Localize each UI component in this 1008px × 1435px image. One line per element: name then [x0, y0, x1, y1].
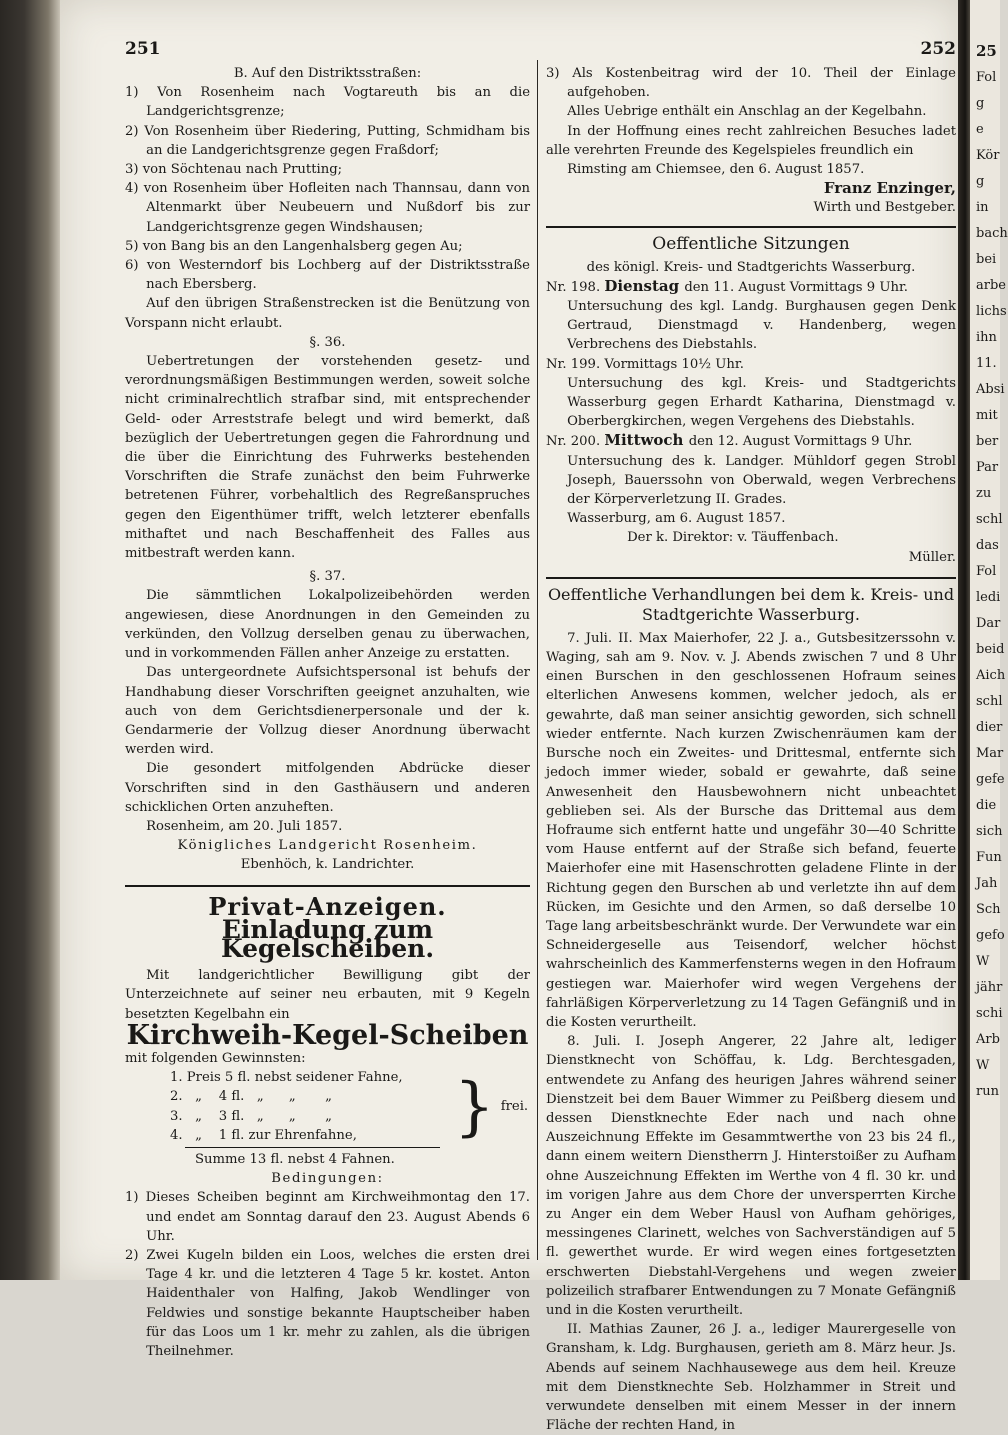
- next-page-fragment: mit: [976, 408, 998, 423]
- invite-heading: Einladung zum Kegelscheiben.: [220, 914, 435, 963]
- next-page-fragment: Kör: [976, 148, 1000, 163]
- session-number: Nr. 198.: [546, 279, 605, 295]
- decree-signature: Ebenhöch, k. Landrichter.: [240, 857, 415, 873]
- sum-rule: [185, 1147, 440, 1148]
- section-36-text: Uebertretungen der vorstehenden gesetz- und verordnungsmäßigen Bestimmungen werden, soweit solche nicht criminalrechtlich strafbar sind, mit entsprechender Geld- oder Arreststrafe belegt und wird bemerkt, daß bezüglich der Uebertretungen gegen die Fahrordnung und die über die Einrichtung des Fuhrwerks bestehenden Vorschriften die Strafe zunächst den beim Fuhrwerke betretenen Führer, vorbehaltlich des Regreßanspruches gegen den Eigenthümer trifft, welch letzterer ebenfalls mithaftet und nach Beschaffenheit des Falles aus mitbestraft werden kann.: [125, 354, 530, 562]
- next-page-fragment: bach: [976, 226, 1008, 241]
- sessions-director: Der k. Direktor: v. Täuffenbach.: [627, 530, 839, 546]
- next-page-fragment: Fol: [976, 70, 997, 85]
- sessions-date: Wasserburg, am 6. August 1857.: [567, 511, 786, 527]
- session-day: Mittwoch: [604, 431, 689, 450]
- decree-date: Rosenheim, am 20. Juli 1857.: [146, 818, 343, 834]
- next-page-fragment: arbe: [976, 278, 1006, 293]
- conditions-list: [125, 1188, 530, 1361]
- prizes-free: frei.: [500, 1098, 529, 1114]
- next-page-fragment: dier: [976, 720, 1003, 735]
- conditions-heading: Bedingungen:: [271, 1171, 384, 1187]
- session-header: [546, 277, 956, 297]
- session-number: Nr. 200.: [546, 434, 605, 450]
- brace-mark: }: [454, 1069, 495, 1144]
- session-time: Vormittags 10½ Uhr.: [604, 356, 744, 372]
- proceeding-paragraph: II. Mathias Zauner, 26 J. a., lediger Maurergeselle von Gransham, k. Ldg. Burghausen, gerieth am 8. März heur. Js. Abends auf seinem Nachhausewege aus dem heil. Kreuze mit dem Dienstknechte Seb. Holzhammer in Streit und verwundete denselben mit einem Messer in der innern Fläche der rechten Hand, in: [546, 1322, 956, 1434]
- next-page-fragment: Aich: [976, 668, 1006, 683]
- district-item: 1) Von Rosenheim nach Vogtareuth bis an die Landgerichtsgrenze;: [125, 85, 530, 120]
- session-time: den 11. August Vormittags 9 Uhr.: [684, 279, 908, 295]
- page-number-left: 251: [125, 39, 161, 59]
- next-page-fragment: Jah: [976, 876, 998, 891]
- invitation-place: Rimsting am Chiemsee, den 6. August 1857.: [567, 162, 865, 178]
- prize-line: 4. „ 1 fl. zur Ehrenfahne,: [170, 1127, 357, 1143]
- next-page-fragment: g: [976, 96, 985, 111]
- next-page-fragment: g: [976, 174, 985, 189]
- session-entry: [546, 431, 956, 509]
- prize-lines: [170, 1068, 450, 1145]
- session-number: Nr. 199.: [546, 356, 605, 372]
- section-rule: [546, 226, 956, 228]
- session-text: Untersuchung des kgl. Landg. Burghausen gegen Denk Gertraud, Dienstmagd v. Handenberg, wegen Verbrechens des Diebstahls.: [567, 299, 956, 353]
- proceedings-heading: Oeffentliche Verhandlungen bei dem k. Kreis- und Stadtgerichte Wasserburg.: [547, 584, 955, 624]
- next-page-fragment: W: [976, 1058, 990, 1073]
- book-spine: [958, 0, 970, 1280]
- right-column: [538, 40, 956, 1435]
- next-page-fragment: die: [976, 798, 997, 813]
- prizes-intro: mit folgenden Gewinnsten:: [125, 1050, 306, 1066]
- next-page-fragment: ber: [976, 434, 999, 449]
- section-rule: [125, 885, 530, 887]
- proceeding-paragraph: 7. Juli. II. Max Maierhofer, 22 J. a., Gutsbesitzerssohn v. Waging, sah am 9. Nov. v. J. Abends zwischen 7 und 8 Uhr einen Burschen in den geschlossenen Hofraum seines elterlichen Anwesens kommen, welcher jedoch, als er gewahrte, daß man seiner ansichtig geworden, sich schnell wieder entfernte. Nach kurzen Zwischenräumen kam der Bursche noch ein Zweites- und Drittesmal, entfernte sich jedoch immer wieder, sobald er gewahrte, daß seine Anwesenheit den Hausbewohnern nicht unbeachtet geblieben sei. Als der Bursche das Drittemal aus dem Hofraume sich entfernt hatte und ungefähr 30—40 Schritte vom Hause entfernt auf der Straße sich befand, feuerte Maierhofer eine mit Hasenschrotten geladene Flinte in der Richtung gegen den Burschen ab und verletzte ihn auf dem Rücken, im Gesichte und den Armen, so daß derselbe 10 Tage lang arbeitsbeschränkt wurde. Der Verwundete war ein Schneidergeselle aus Teisendorf, welcher höchst wahrscheinlich des Kammerfensterns wegen in den Hofraum gestiegen war. Maierhofer wird wegen Vergehens der fahrläßigen Körperverletzung zu 14 Tagen Gefängniß und in die Kosten verurtheilt.: [546, 630, 956, 1030]
- district-item: 3) von Söchtenau nach Prutting;: [125, 162, 343, 178]
- sessions-subheading: des königl. Kreis- und Stadtgerichts Wasserburg.: [586, 259, 916, 275]
- district-item: 6) von Westerndorf bis Lochberg auf der Distriktsstraße nach Ebersberg.: [125, 258, 530, 293]
- district-item: 5) von Bang bis an den Langenhalsberg gegen Au;: [125, 238, 463, 254]
- next-page-edge: [970, 0, 1008, 1280]
- prize-table: [170, 1068, 530, 1145]
- district-list: [125, 83, 530, 294]
- next-page-fragment: das: [976, 538, 999, 553]
- proceeding-paragraph: 8. Juli. I. Joseph Angerer, 22 Jahre alt, lediger Dienstknecht von Schöffau, k. Ldg. Berchtesgaden, entwendete zu Anfang des heurigen Jahres während seiner Dienstzeit bei dem Bauer Wimmer zu Peißberg diesem und dessen Dienstknechte Eder nach und nach ohne Auszeichnung Effekte im Gesammtwerthe von 23 bis 24 fl., dann einem weitern Dienstherrn J. Hinterstoißer zu Aufham ohne Auszeichnung Effekten im Werthe von 4 fl. 30 kr. und im vorigen Jahre aus dem Chore der unversperrten Kirche zu Anger ein dem Weber Hausl von Aufham gehöriges, messingenes Clarinett, welches von Sachverständigen auf 5 fl. gewerthet wurde. Er wird wegen eines fortgesetzten erschwerten Diebstahl-Vergehens und wegen zweier polizeilich strafbarer Entwendungen zu 7 Monate Gefängniß und in die Kosten verurtheilt.: [546, 1034, 956, 1318]
- next-page-fragment: Absi: [976, 382, 1005, 397]
- session-day: Dienstag: [604, 276, 685, 295]
- next-page-fragment: lichs: [976, 304, 1007, 319]
- proceedings-list: [546, 629, 956, 1435]
- next-page-fragment: zu: [976, 486, 992, 501]
- district-item: 4) von Rosenheim über Hofleiten nach Thannsau, dann von Altenmarkt über Neubeuern und Nußdorf bis zur Landgerichtsgrenze gegen Windshausen;: [125, 181, 530, 235]
- section-37-para-3: Die gesondert mitfolgenden Abdrücke dieser Vorschriften sind in den Gasthäusern und anderen schicklichen Orten anzuheften.: [125, 761, 530, 815]
- next-page-number: 25: [976, 42, 997, 60]
- next-page-fragment: run: [976, 1084, 999, 1099]
- next-page-fragment: jähr: [976, 980, 1003, 995]
- session-text: Untersuchung des kgl. Kreis- und Stadtgerichts Wasserburg gegen Erhardt Katharina, Dienstmagd v. Oberbergkirchen, wegen Vergehens des Diebstahls.: [567, 375, 956, 430]
- next-page-fragment: sich: [976, 824, 1003, 839]
- rest-note: Alles Uebrige enthält ein Anschlag an der Kegelbahn.: [567, 104, 927, 120]
- section-37-para-1: Die sämmtlichen Lokalpolizeibehörden werden angewiesen, diese Anordnungen in den Gemeinden zu verkünden, den Vollzug derselben genau zu überwachen, und in vorkommenden Fällen anher Anzeige zu erstatten.: [125, 588, 530, 662]
- session-entry: [546, 355, 956, 432]
- next-page-fragment: bei: [976, 252, 997, 267]
- host-name: Franz Enzinger,: [823, 179, 956, 198]
- prize-line: 2. „ 4 fl. „ „ „: [170, 1089, 332, 1105]
- districts-heading: B. Auf den Distriktsstraßen:: [233, 66, 422, 81]
- next-page-fragment: W: [976, 954, 990, 969]
- event-title: Kirchweih-Kegel-Scheiben: [126, 1019, 529, 1051]
- session-header: [546, 431, 956, 451]
- next-page-fragment: ledi: [976, 590, 1001, 605]
- invite-intro: Mit landgerichtlicher Bewilligung gibt der Unterzeichnete auf seiner neu erbauten, mit 9 Kegeln besetzten Kegelbahn ein: [125, 968, 530, 1022]
- decree-authority: Königliches Landgericht Rosenheim.: [177, 838, 478, 854]
- next-page-fragment: e: [976, 122, 984, 137]
- districts-closing: Auf den übrigen Straßenstrecken ist die Benützung von Vorspann nicht erlaubt.: [125, 296, 530, 331]
- session-time: den 12. August Vormittags 9 Uhr.: [688, 434, 913, 450]
- invitation-text: In der Hoffnung eines recht zahlreichen Besuches ladet alle verehrten Freunde des Kegelspieles freundlich ein: [546, 123, 956, 158]
- session-entry: [546, 277, 956, 355]
- book-gutter: [0, 0, 60, 1280]
- section-37-heading: §. 37.: [309, 569, 346, 585]
- condition-3: 3) Als Kostenbeitrag wird der 10. Theil der Einlage aufgehoben.: [546, 66, 956, 101]
- condition-item: 1) Dieses Scheiben beginnt am Kirchweihmontag den 17. und endet am Sonntag darauf den 23. August Abends 6 Uhr.: [125, 1190, 530, 1244]
- next-page-fragment: beid: [976, 642, 1005, 657]
- next-page-fragment: in: [976, 200, 989, 215]
- next-page-fragment: schi: [976, 1006, 1003, 1021]
- private-ads-heading: Privat-Anzeigen.: [208, 891, 447, 921]
- prize-line: 3. „ 3 fl. „ „ „: [170, 1108, 332, 1124]
- next-page-fragment: gefo: [976, 928, 1005, 943]
- sessions-clerk: Müller.: [908, 549, 956, 565]
- sessions-heading: Oeffentliche Sitzungen: [652, 233, 850, 254]
- next-page-fragment: gefe: [976, 772, 1005, 787]
- page-number-right: 252: [920, 39, 956, 59]
- section-36-heading: §. 36.: [309, 334, 346, 350]
- host-title: Wirth und Bestgeber.: [813, 200, 956, 216]
- session-text: Untersuchung des k. Landger. Mühldorf gegen Strobl Joseph, Bauerssohn von Oberwald, wegen Verbrechens der Körperverletzung II. Grades.: [567, 453, 956, 508]
- prize-line: 1. Preis 5 fl. nebst seidener Fahne,: [170, 1070, 403, 1086]
- condition-item: 2) Zwei Kugeln bilden ein Loos, welches die ersten drei Tage 4 kr. und die letzteren 4 Tage 5 kr. kostet. Anton Haidenthaler von Halfing, Jakob Wendlinger von Feldwies und sonstige bekannte Hauptscheiber haben für das Loos um 1 kr. mehr zu zahlen, als die übrigen Theilnehmer.: [125, 1247, 530, 1359]
- next-page-fragment: Par: [976, 460, 999, 475]
- district-item: 2) Von Rosenheim über Riedering, Putting, Schmidham bis an die Landgerichtsgrenze gegen Fraßdorf;: [125, 123, 530, 158]
- prizes-sum: Summe 13 fl. nebst 4 Fahnen.: [195, 1151, 395, 1167]
- next-page-fragment: schl: [976, 512, 1003, 527]
- next-page-fragment: Arb: [976, 1032, 1000, 1047]
- sessions-list: [546, 277, 956, 509]
- section-rule: [546, 577, 956, 579]
- next-page-fragment: 11.: [976, 356, 997, 371]
- next-page-fragment: Dar: [976, 616, 1001, 631]
- next-page-fragment: Sch: [976, 902, 1001, 917]
- next-page-fragment: Fun: [976, 850, 1002, 865]
- section-37-para-2: Das untergeordnete Aufsichtspersonal ist behufs der Handhabung dieser Vorschriften geeignet anzuhalten, wie auch von dem Gerichtsdienerpersonale und der k. Gendarmerie der Vollzug dieser Anordnung überwacht werden wird.: [125, 665, 530, 758]
- next-page-fragment: ihn: [976, 330, 997, 345]
- next-page-fragment: Mar: [976, 746, 1004, 761]
- next-page-fragment: Fol: [976, 564, 997, 579]
- left-column: [125, 40, 530, 1361]
- session-header: [546, 355, 956, 374]
- next-page-fragment: schl: [976, 694, 1003, 709]
